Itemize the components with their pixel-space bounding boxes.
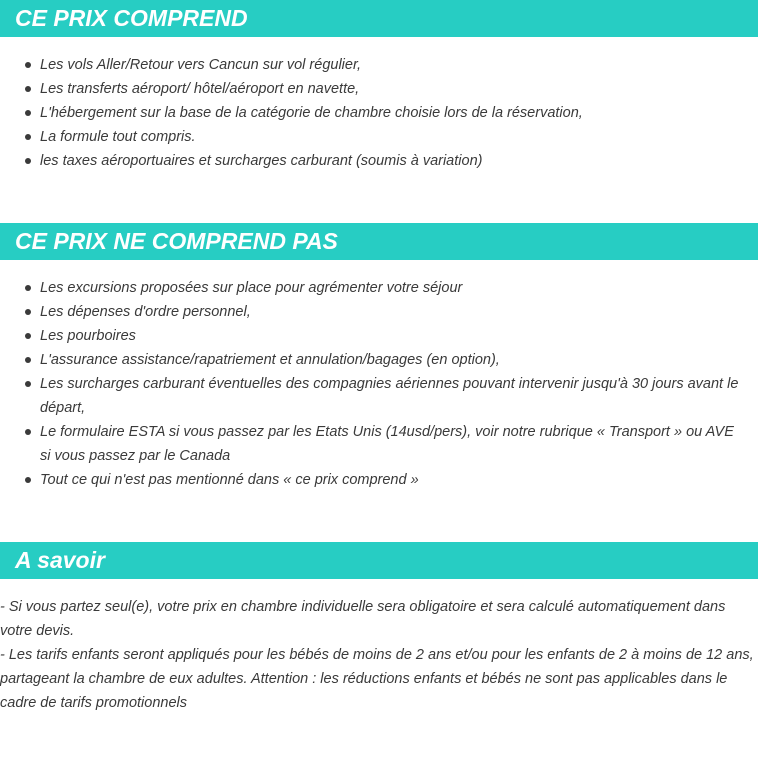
list-item: Tout ce qui n'est pas mentionné dans « ce prix comprend » [0,468,740,492]
list-item: Les excursions proposées sur place pour agrémenter votre séjour [0,276,740,300]
list-item: Les transferts aéroport/ hôtel/aéroport en navette, [0,77,740,101]
section-title-included: CE PRIX COMPREND [0,0,758,37]
list-item: Les pourboires [0,324,740,348]
not-included-list [0,276,740,492]
list-item: Le formulaire ESTA si vous passez par les Etats Unis (14usd/pers), voir notre rubrique « Transport » ou AVE si vous passez par le Canada [0,420,740,468]
info-paragraph: - Si vous partez seul(e), votre prix en chambre individuelle sera obligatoire et sera calculé automatiquement dans votre devis. [0,599,726,639]
info-paragraph: - Les tarifs enfants seront appliqués pour les bébés de moins de 2 ans et/ou pour les enfants de 2 à moins de 12 ans, partageant la chambre de eux adultes. Attention : les réductions enfants et bébés ne sont pas applicables dans le cadre de tarifs promotionnels [0,647,754,711]
list-item: Les surcharges carburant éventuelles des compagnies aériennes pouvant intervenir jusqu'à 30 jours avant le départ, [0,372,740,420]
list-item: La formule tout compris. [0,125,740,149]
list-item: L'assurance assistance/rapatriement et annulation/bagages (en option), [0,348,740,372]
section-title-good-to-know: A savoir [0,542,758,579]
list-item: Les dépenses d'ordre personnel, [0,300,740,324]
list-item: L'hébergement sur la base de la catégorie de chambre choisie lors de la réservation, [0,101,740,125]
section-title-not-included: CE PRIX NE COMPREND PAS [0,223,758,260]
list-item: les taxes aéroportuaires et surcharges carburant (soumis à variation) [0,149,740,173]
included-list [0,53,740,173]
good-to-know-text [0,595,758,715]
list-item: Les vols Aller/Retour vers Cancun sur vol régulier, [0,53,740,77]
